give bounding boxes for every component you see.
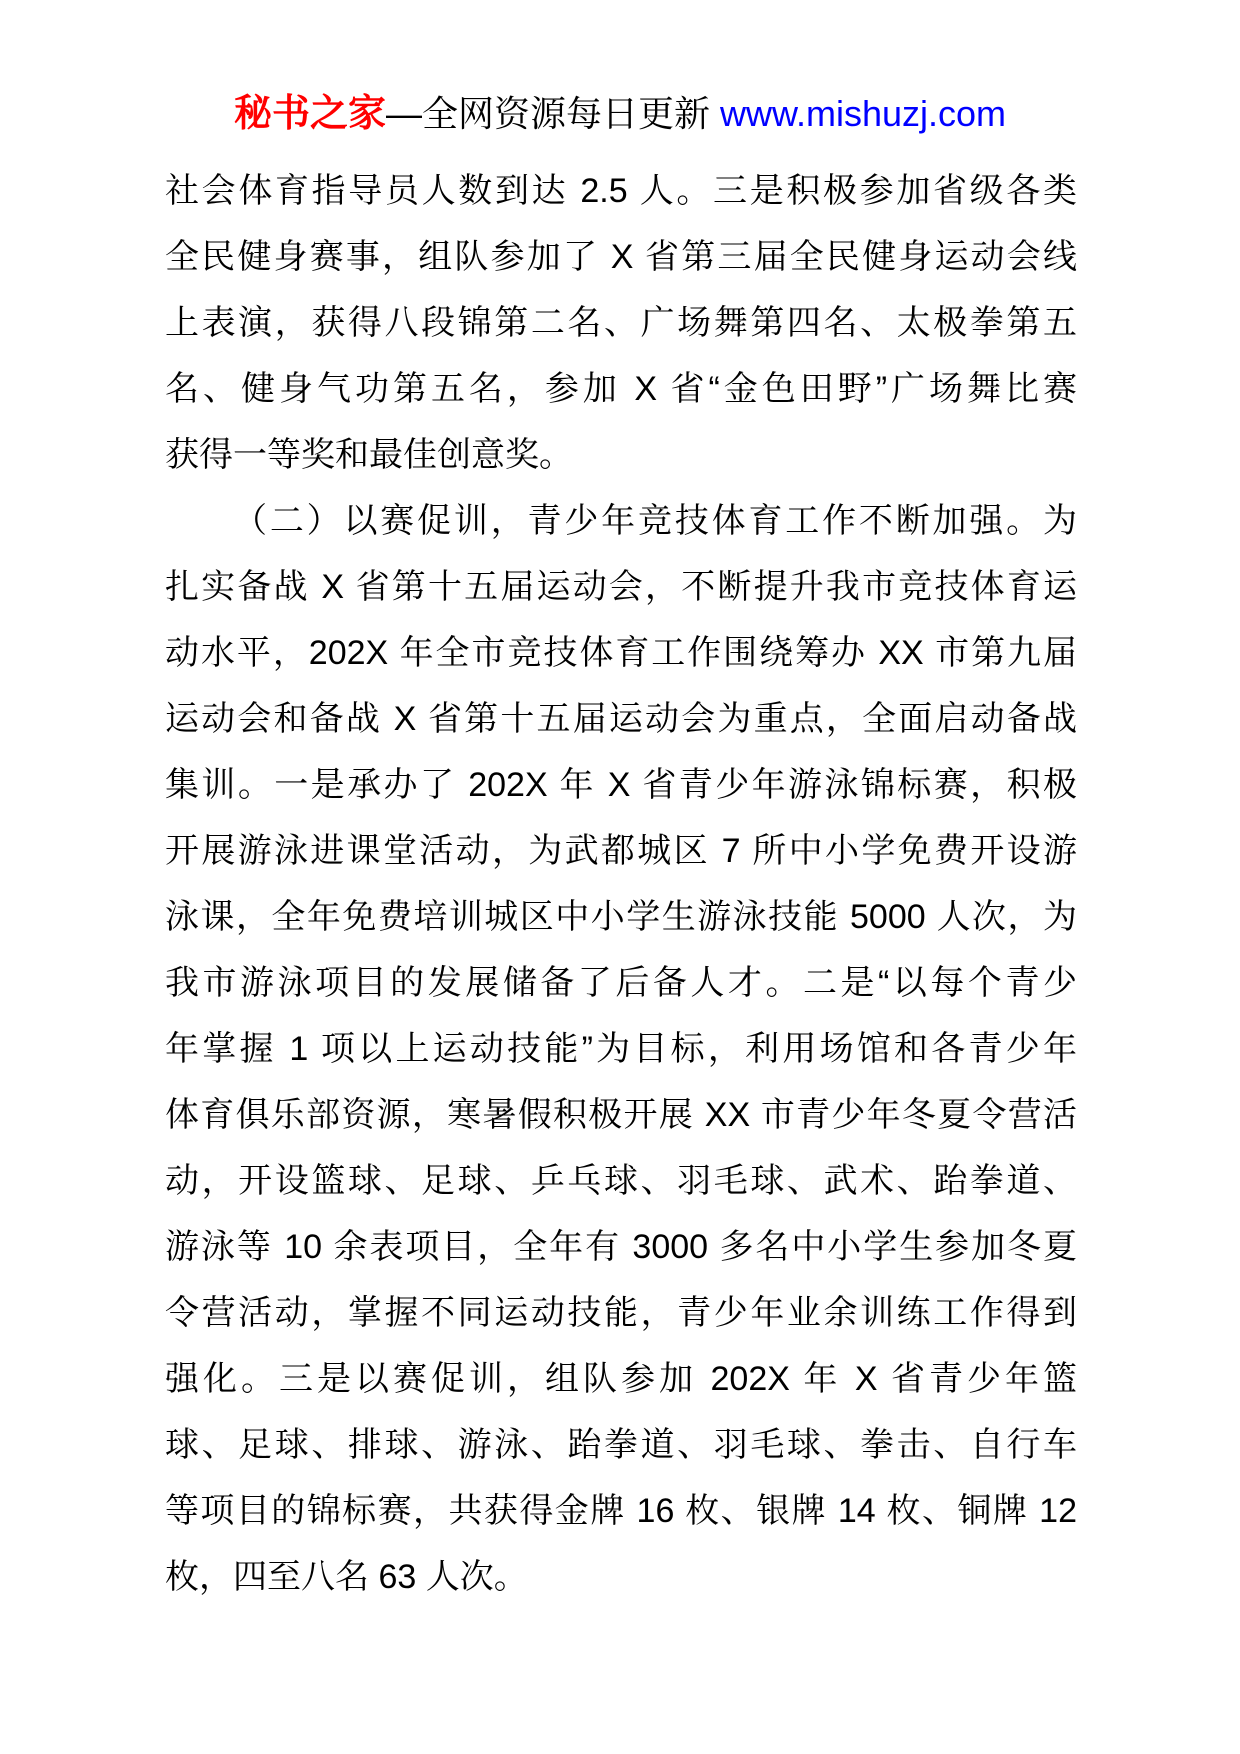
text-line: 体育俱乐部资源，寒暑假积极开展 XX 市青少年冬夏令营活 [165,1096,1077,1134]
text-line: 全民健身赛事，组队参加了 X 省第三届全民健身运动会线 [165,238,1077,276]
text-line: 社会体育指导员人数到达 2.5 人。三是积极参加省级各类 [165,172,1077,210]
text-line: 集训。一是承办了 202X 年 X 省青少年游泳锦标赛，积极 [165,766,1077,804]
text-line: （二）以赛促训，青少年竞技体育工作不断加强。为 [233,502,1077,540]
header-separator: — [385,93,422,134]
text-line: 球、足球、排球、游泳、跆拳道、羽毛球、拳击、自行车 [165,1426,1077,1464]
text-line: 动，开设篮球、足球、乒乓球、羽毛球、武术、跆拳道、 [165,1162,1077,1200]
text-line: 游泳等 10 余表项目，全年有 3000 多名中小学生参加冬夏 [165,1228,1077,1266]
text-line: 年掌握 1 项以上运动技能”为目标，利用场馆和各青少年 [165,1030,1077,1068]
site-header [0,0,1240,136]
text-line: 枚，四至八名 63 人次。 [165,1558,528,1596]
text-line: 获得一等奖和最佳创意奖。 [165,436,573,474]
text-line: 动水平，202X 年全市竞技体育工作围绕筹办 XX 市第九届 [165,634,1077,672]
text-line: 强化。三是以赛促训，组队参加 202X 年 X 省青少年篮 [165,1360,1077,1398]
document-body [165,158,1077,1610]
text-line: 令营活动，掌握不同运动技能，青少年业余训练工作得到 [165,1294,1077,1332]
text-line: 泳课，全年免费培训城区中小学生游泳技能 5000 人次，为 [165,898,1077,936]
text-line: 运动会和备战 X 省第十五届运动会为重点，全面启动备战 [165,700,1077,738]
text-line: 我市游泳项目的发展储备了后备人才。二是“以每个青少 [165,964,1077,1002]
text-line: 等项目的锦标赛，共获得金牌 16 枚、银牌 14 枚、铜牌 12 [165,1492,1077,1530]
site-url[interactable]: www.mishuzj.com [719,93,1007,134]
site-brand: 秘书之家 [233,93,386,135]
text-line: 名、健身气功第五名，参加 X 省“金色田野”广场舞比赛 [165,370,1077,408]
text-line: 上表演，获得八段锦第二名、广场舞第四名、太极拳第五 [165,304,1077,342]
text-line: 扎实备战 X 省第十五届运动会，不断提升我市竞技体育运 [165,568,1077,606]
text-line: 开展游泳进课堂活动，为武都城区 7 所中小学免费开设游 [165,832,1077,870]
header-tagline: 全网资源每日更新 [421,93,710,134]
